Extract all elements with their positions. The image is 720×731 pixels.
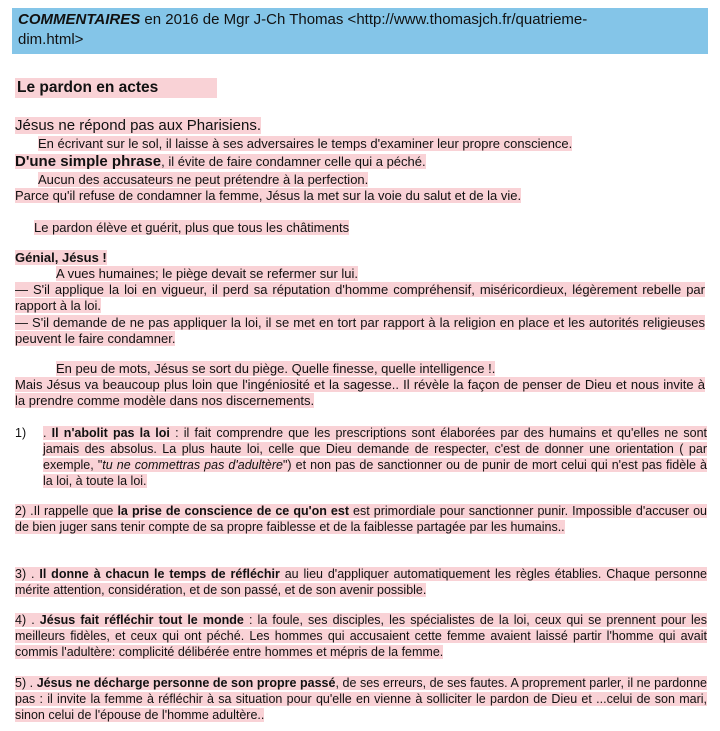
intro-line-5: Parce qu'il refuse de condamner la femme, Jésus la met sur la voie du salut et de la vie. [15, 188, 522, 203]
header-line1: en 2016 de Mgr J-Ch Thomas <http://www.thomasjch.fr/quatrieme- [140, 11, 588, 28]
list-item-1: 1) . Il n'abolit pas la loi : il fait comprendre que les prescriptions sont élaborées par des humains et qu'elles ne sont jamais des absolus. La plus haute loi, celle que Dieu demande de respecter, c'est de donner une orientation ( par exemple, "tu ne commettras pas d'adultère") et non pas de sanctionner ou de punir de mort celui qui n'est pas fidèle à la loi, à toute la loi. [15, 426, 707, 488]
list-item-5: 5) . Jésus ne décharge personne de son propre passé, de ses erreurs, de ses fautes. A proprement parler, il ne pardonne pas : il invite la femme à réfléchir à sa situation pour qu'elle en vienne à solliciter le pardon de Dieu et ...celui de son mari, sinon celui de l'épouse de l'homme adultère.. [15, 676, 707, 722]
intro-line-4: Aucun des accusateurs ne peut prétendre à la perfection. [38, 172, 369, 187]
list-item-number: 1) [15, 426, 27, 440]
genial-title: Génial, Jésus ! [15, 250, 107, 265]
intro-line-3: D'une simple phrase, il évite de faire condamner celle qui a péché. [15, 153, 426, 170]
finesse-line-1: En peu de mots, Jésus se sort du piège. Quelle finesse, quelle intelligence !. [56, 361, 496, 376]
list-item-3: 3) . Il donne à chacun le temps de réfléchir au lieu d'appliquer automatiquement les règles établies. Chaque personne mérite attention, considération, et de son passé, et de son avenir possible. [15, 567, 707, 597]
genial-line-3: — S'il demande de ne pas appliquer la loi, il se met en tort par rapport à la religion en place et les autorités religieuses peuvent le faire condamner. [15, 315, 705, 346]
header-brand: COMMENTAIRES [18, 11, 141, 28]
finesse-line-2: Mais Jésus va beaucoup plus loin que l'ingéniosité et la sagesse.. Il révèle la façon de penser de Dieu et nous invite à la prendre comme modèle dans nos discernements. [15, 377, 705, 408]
list-item-4: 4) . Jésus fait réfléchir tout le monde : la foule, ses disciples, les spécialistes de la loi, ceux qui se prennent pour les meilleurs fidèles, et ceux qui ont péché. Les hommes qui accusaient cette femme avaient laissé partir l'homme qui avait commis l'adultère: complicité délibérée entre hommes et mépris de la femme. [15, 613, 707, 659]
header-banner [12, 8, 708, 54]
page-title: Le pardon en actes [15, 78, 217, 98]
genial-line-2: — S'il applique la loi en vigueur, il perd sa réputation d'homme compréhensif, miséricordieux, légèrement rebelle par rapport à la loi. [15, 282, 705, 313]
intro-line-1: Jésus ne répond pas aux Pharisiens. [15, 117, 261, 134]
list-item-2: 2) .Il rappelle que la prise de conscience de ce qu'on est est primordiale pour sanctionner punir. Impossible d'accuser ou de bien juger sans tenir compte de sa propre faiblesse et de la faiblesse partagée par les humains.. [15, 504, 708, 534]
genial-line-1: A vues humaines; le piège devait se refermer sur lui. [56, 266, 359, 281]
header-line2: dim.html> [18, 31, 84, 48]
intro-line-2: En écrivant sur le sol, il laisse à ses adversaires le temps d'examiner leur propre conscience. [38, 136, 573, 151]
pardon-line: Le pardon élève et guérit, plus que tous les châtiments [34, 220, 350, 235]
